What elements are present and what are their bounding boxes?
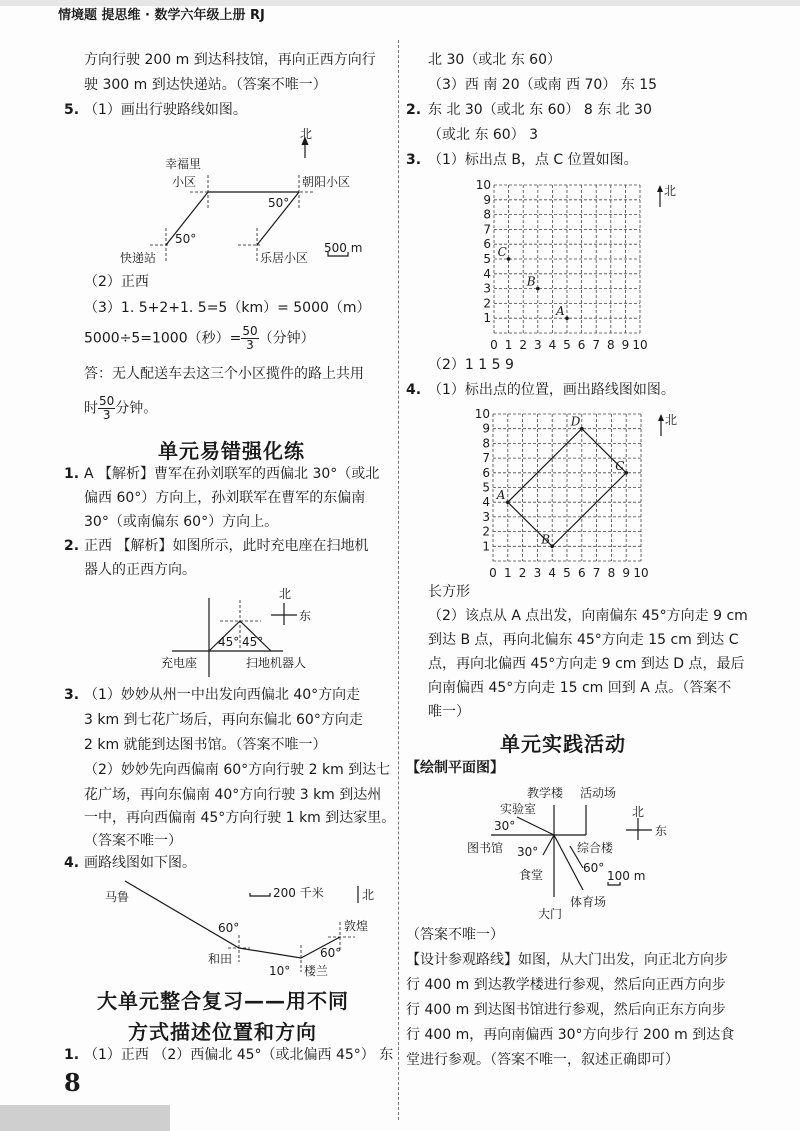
point-label: A <box>496 488 506 503</box>
place-label: 小区 <box>172 175 197 189</box>
subheading: 【绘制平面图】 <box>406 760 504 776</box>
text-line: （答案不唯一） <box>406 927 504 943</box>
x-tick-label: 5 <box>563 338 571 352</box>
angle-label: 60° <box>320 946 342 960</box>
place-label: 大门 <box>538 907 563 921</box>
y-tick-label: 7 <box>483 222 491 237</box>
point-label: A <box>556 304 565 319</box>
text-line: （2）正西 <box>84 274 149 290</box>
y-tick-label: 9 <box>482 421 490 436</box>
point-marker <box>624 471 628 475</box>
question-number: 4. <box>406 382 422 398</box>
text-line: 行 400 m 到达教学楼进行参观，然后向正西方向步 <box>406 977 726 993</box>
north-label: 北 <box>632 805 645 819</box>
text-line: （答案不唯一） <box>84 833 182 849</box>
text-line: 3 km 到七花广场后，再向东偏北 60°方向走 <box>84 712 363 728</box>
place-label: 和田 <box>208 952 233 966</box>
north-label: 北 <box>664 184 677 198</box>
answer-part: 时 <box>84 400 98 417</box>
text-line: A 【解析】曹军在孙刘联军的西偏北 30°（或北 <box>84 466 380 482</box>
point-label: B <box>541 532 551 547</box>
x-tick-label: 7 <box>592 338 601 352</box>
angle-label: 10° <box>269 964 291 978</box>
text-line: （1）画出行驶路线如图。 <box>84 102 247 118</box>
point-label: C <box>615 458 625 473</box>
y-tick-label: 8 <box>483 207 491 222</box>
text-line: （1）妙妙从州一中出发向西偏北 40°方向走 <box>84 687 361 703</box>
angle-label: 60° <box>218 921 240 935</box>
denominator: 3 <box>246 338 254 352</box>
north-label: 北 <box>300 127 313 141</box>
question-number: 1. <box>64 1047 80 1063</box>
x-tick-label: 4 <box>548 338 557 352</box>
x-tick-label: 2 <box>519 338 528 352</box>
text-line: 偏西 60°）方向上，孙刘联军在曹军的东偏南 <box>84 490 366 506</box>
x-tick-label: 1 <box>504 338 513 352</box>
y-tick-label: 9 <box>483 192 491 207</box>
text-line: 画路线图如下图。 <box>84 855 196 871</box>
angle-label: 45° <box>242 635 264 649</box>
text-line: （2）该点从 A 点出发，向南偏东 45°方向走 9 cm <box>428 608 748 624</box>
north-label: 北 <box>279 587 292 601</box>
text-line: 30°（或南偏东 60°）方向上。 <box>84 514 279 530</box>
text-line: 东 北 30（或北 东 60） 8 东 北 30 <box>428 102 652 118</box>
place-label: 朝阳小区 <box>302 175 351 189</box>
question-number: 1. <box>64 466 80 482</box>
y-tick-label: 6 <box>482 465 490 480</box>
text-line: 【设计参观路线】如图，从大门出发，向正北方向步 <box>406 952 728 968</box>
equation-part: 5000÷5=1000（秒）= <box>84 330 242 347</box>
angle-label: 30° <box>494 819 516 833</box>
north-arrowhead-icon <box>658 414 664 421</box>
y-tick-label: 8 <box>482 436 490 451</box>
x-tick-label: 5 <box>563 566 571 580</box>
text-line: 器人的正西方向。 <box>84 562 196 578</box>
east-label: 东 <box>299 609 312 623</box>
question-number: 2. <box>64 538 80 554</box>
text-line: （1）标出点 B，点 C 位置如图。 <box>428 152 638 168</box>
x-tick-label: 9 <box>621 338 630 352</box>
text-line: （3）1. 5+2+1. 5=5（km）= 5000（m） <box>84 300 371 316</box>
text-line: 向南偏西 45°方向走 15 cm 回到 A 点。（答案不 <box>428 680 732 696</box>
place-label: 充电座 <box>161 656 198 670</box>
numerator: 50 <box>99 394 115 408</box>
section-title: 单元易错强化练 <box>158 439 305 463</box>
question-number: 2. <box>406 102 422 118</box>
equation-part: （分钟） <box>258 330 315 347</box>
answer-part: 分钟。 <box>115 400 158 417</box>
north-label: 北 <box>665 413 678 427</box>
text-line: 方向行驶 200 m 到达科技馆，再向正西方向行 <box>84 52 376 68</box>
denominator: 3 <box>102 408 111 422</box>
y-tick-label: 7 <box>482 451 490 466</box>
x-tick-label: 0 <box>489 566 497 580</box>
text-line: （1）正西 （2）西偏北 45°（或北偏西 45°） 东 <box>84 1047 394 1063</box>
question-number: 4. <box>64 855 80 871</box>
y-tick-label: 1 <box>482 539 490 554</box>
text-line: （1）标出点的位置，画出路线图如图。 <box>428 382 675 398</box>
y-tick-label: 2 <box>483 296 491 311</box>
point-label: C <box>497 245 507 259</box>
y-tick-label: 3 <box>482 509 490 524</box>
x-tick-label: 9 <box>622 566 631 580</box>
scale-label: 100 m <box>607 869 646 883</box>
north-arrowhead-icon <box>657 185 663 192</box>
text-line: 堂进行参观。（答案不唯一，叙述正确即可） <box>406 1052 679 1068</box>
text-line: 答：无人配送车去这三个小区揽件的路上共用 <box>84 366 364 382</box>
x-tick-label: 7 <box>592 566 601 580</box>
y-tick-label: 5 <box>483 252 491 266</box>
text-line: 点，再向北偏西 45°方向走 9 cm 到达 D 点，最后 <box>428 656 745 672</box>
east-label: 东 <box>655 824 668 838</box>
point-marker <box>580 427 584 431</box>
x-tick-label: 3 <box>533 338 542 352</box>
point-label: B <box>526 274 536 289</box>
text-line: （2）1 1 5 9 <box>428 357 514 373</box>
place-label: 食堂 <box>519 868 544 882</box>
y-tick-label: 1 <box>483 311 491 326</box>
question-number: 5. <box>64 102 80 118</box>
scale-bar <box>250 893 270 896</box>
question-number: 3. <box>64 687 80 703</box>
x-tick-label: 4 <box>548 566 557 580</box>
place-label: 活动场 <box>580 786 617 800</box>
y-tick-label: 2 <box>482 524 490 539</box>
coordinate-grid-2 <box>475 407 677 580</box>
text-line: 2 km 就能到达图书馆。（答案不唯一） <box>84 737 327 753</box>
angle-label: 50° <box>268 196 290 210</box>
coordinate-grid-1 <box>476 178 676 352</box>
place-label: 扫地机器人 <box>246 656 307 670</box>
y-tick-label: 5 <box>482 480 490 495</box>
angle-label: 30° <box>517 845 539 859</box>
question-number: 3. <box>406 152 422 168</box>
point-marker <box>550 545 554 549</box>
angle-label: 45° <box>218 635 240 649</box>
x-tick-label: 2 <box>518 566 527 580</box>
x-tick-label: 6 <box>577 338 586 352</box>
angle-label: 60° <box>583 861 605 875</box>
place-label: 体育场 <box>570 895 607 909</box>
place-label: 敦煌 <box>344 919 369 933</box>
text-line: （3）西 南 20（或南 西 70） 东 15 <box>428 77 658 93</box>
text-line: 到达 B 点，再向北偏东 45°方向走 15 cm 到达 C <box>428 632 739 648</box>
y-tick-label: 4 <box>483 266 491 281</box>
north-label: 北 <box>362 888 375 902</box>
point-label: D <box>570 414 581 429</box>
section-title: 大单元整合复习——用不同 <box>97 989 349 1013</box>
place-label: 图书馆 <box>467 841 504 855</box>
section-title: 方式描述位置和方向 <box>128 1020 317 1044</box>
x-tick-label: 8 <box>607 566 616 580</box>
text-line: 唯一） <box>428 704 470 720</box>
y-tick-label: 10 <box>475 178 491 192</box>
x-tick-label: 10 <box>633 566 649 580</box>
place-label: 实验室 <box>500 802 537 816</box>
point-marker <box>536 287 540 291</box>
text-line: 正西 【解析】如图所示，此时充电座在扫地机 <box>84 538 369 554</box>
text-line: 一中，再向西偏南 45°方向行驶 1 km 到达家里。 <box>84 810 396 826</box>
running-header: 情境题 提思维 · 数学六年级上册 RJ <box>58 8 265 23</box>
text-line: 驶 300 m 到达快递站。（答案不唯一） <box>84 77 327 93</box>
section-title: 单元实践活动 <box>500 732 626 756</box>
numerator: 50 <box>242 324 258 338</box>
place-label: 乐居小区 <box>260 251 309 265</box>
text-line: 北 30（或北 东 60） <box>428 52 561 68</box>
text-line: 长方形 <box>428 584 470 600</box>
place-label: 综合楼 <box>577 841 614 855</box>
point-marker <box>506 500 510 504</box>
place-label: 马鲁 <box>105 890 130 904</box>
text-line: （或北 东 60） 3 <box>428 127 539 143</box>
point-marker <box>565 316 569 320</box>
y-tick-label: 10 <box>474 407 490 421</box>
angle-label: 50° <box>175 232 197 246</box>
x-tick-label: 3 <box>533 566 542 580</box>
scale-label: 500 m <box>324 241 363 255</box>
point-marker <box>507 257 511 261</box>
text-line: 行 400 m 到达图书馆进行参观，然后向正东方向步 <box>406 1002 726 1018</box>
place-label: 快递站 <box>120 251 157 265</box>
x-tick-label: 6 <box>577 566 586 580</box>
y-tick-label: 6 <box>483 237 491 252</box>
x-tick-label: 10 <box>632 338 648 352</box>
text-line: 行 400 m，再向南偏西 30°方向步行 200 m 到达食 <box>406 1027 735 1043</box>
place-label: 幸福里 <box>165 157 202 171</box>
x-tick-label: 0 <box>490 338 498 352</box>
y-tick-label: 4 <box>482 495 490 510</box>
text-line: 花广场，再向东偏南 40°方向行驶 3 km 到达州 <box>84 787 382 803</box>
y-tick-label: 3 <box>483 281 491 296</box>
scale-label: 200 千米 <box>273 886 324 900</box>
x-tick-label: 8 <box>606 338 615 352</box>
place-label: 楼兰 <box>304 964 329 978</box>
place-label: 教学楼 <box>527 786 564 800</box>
text-line: （2）妙妙先向西偏南 60°方向行驶 2 km 到达七 <box>84 762 391 778</box>
page-number: 8 <box>64 1068 81 1097</box>
x-tick-label: 1 <box>503 566 512 580</box>
